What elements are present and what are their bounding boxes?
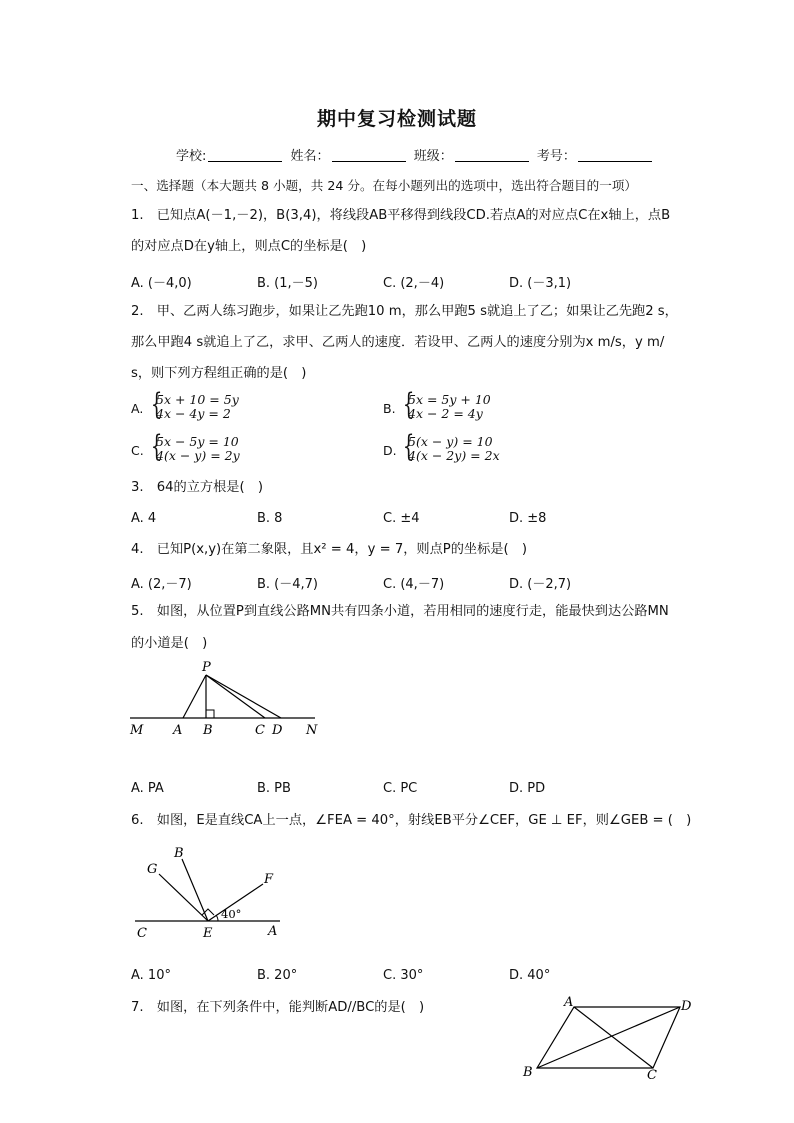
question-5-line-2: 的小道是( ) (131, 636, 208, 651)
figure-q7 (515, 993, 700, 1085)
ray-eb (182, 859, 208, 921)
label-e: E (203, 926, 213, 941)
student-info-row (176, 145, 656, 164)
q2-option-b-label: B. (383, 401, 396, 416)
q2-option-b-eq1: 5x = 5y + 10 (408, 392, 491, 407)
question-4-line-1: 4. 已知P(x,y)在第二象限，且x² = 4，y = 7，则点P的坐标是( ) (131, 542, 527, 557)
q6-option-a[interactable]: A. 10° (131, 968, 171, 983)
label-a: A (564, 995, 574, 1010)
exam-number-label: 考号： (536, 149, 576, 164)
q1-option-b[interactable]: B. (1,－5) (257, 276, 319, 291)
q1-option-a[interactable]: A. (－4,0) (131, 276, 192, 291)
section-heading: 一、选择题（本大题共 8 小题，共 24 分。在每小题列出的选项中，选出符合题目的一项） (131, 178, 638, 193)
label-d: D (681, 999, 692, 1014)
name-label: 姓名： (290, 149, 330, 164)
label-g: G (147, 862, 158, 877)
diagonal-bd (537, 1007, 680, 1068)
question-5-line-1: 5. 如图，从位置P到直线公路MN共有四条小道，若用相同的速度行走，能最快到达公路MN (131, 604, 669, 619)
right-angle-mark (206, 710, 214, 718)
school-label: 学校: (176, 149, 207, 164)
q3-option-c[interactable]: C. ±4 (383, 511, 420, 526)
label-b: B (203, 723, 213, 738)
figure-q5 (125, 657, 325, 742)
school-blank[interactable] (208, 149, 282, 162)
label-f: F (264, 872, 274, 887)
q2-option-d-eq1: 5(x − y) = 10 (408, 434, 493, 449)
exam-number-blank[interactable] (578, 149, 652, 162)
q2-option-c-label: C. (131, 443, 144, 458)
brace-icon: { (150, 387, 163, 422)
class-label: 班级： (413, 149, 453, 164)
label-m: M (130, 723, 144, 738)
name-blank[interactable] (332, 149, 406, 162)
q6-option-c[interactable]: C. 30° (383, 968, 424, 983)
q2-option-a-eq2: 4x − 4y = 2 (156, 406, 231, 421)
path-pa (183, 675, 206, 718)
q4-option-d[interactable]: D. (－2,7) (509, 577, 572, 592)
q2-option-b-eq2: 4x − 2 = 4y (408, 406, 483, 421)
label-b: B (174, 846, 184, 861)
path-pd (206, 675, 281, 718)
q4-option-b[interactable]: B. (－4,7) (257, 577, 319, 592)
label-c: C (255, 723, 265, 738)
question-1-line-2: 的对应点D在y轴上，则点C的坐标是( ) (131, 239, 367, 254)
angle-arc (216, 915, 218, 921)
question-2-line-2: 那么甲跑4 s就追上了乙，求甲、乙两人的速度．若设甲、乙两人的速度分别为x m/s，y m/ (131, 335, 665, 350)
ray-eg (159, 874, 208, 921)
q2-option-d-label: D. (383, 443, 397, 458)
path-pc (206, 675, 265, 718)
question-1-line-1: 1. 已知点A(－1,－2)，B(3,4)，将线段AB平移得到线段CD.若点A的对应点C在x轴上，点B (131, 208, 671, 223)
label-d: D (272, 723, 283, 738)
question-2-line-1: 2. 甲、乙两人练习跑步，如果让乙先跑10 m，那么甲跑5 s就追上了乙；如果让乙先跑2 s， (131, 304, 678, 319)
q5-option-d[interactable]: D. PD (509, 781, 546, 796)
q3-option-d[interactable]: D. ±8 (509, 511, 547, 526)
q5-option-a[interactable]: A. PA (131, 781, 164, 796)
label-angle-40: 40° (221, 907, 242, 921)
question-7-line-1: 7. 如图，在下列条件中，能判断AD//BC的是( ) (131, 1000, 425, 1015)
q4-option-a[interactable]: A. (2,－7) (131, 577, 192, 592)
label-c: C (137, 926, 147, 941)
q4-option-c[interactable]: C. (4,－7) (383, 577, 445, 592)
q2-option-c-eq2: 4(x − y) = 2y (156, 448, 240, 463)
page-title: 期中复习检测试题 (316, 108, 477, 130)
label-a: A (173, 723, 183, 738)
q2-option-c-eq1: 5x − 5y = 10 (156, 434, 239, 449)
q2-option-a-label: A. (131, 401, 144, 416)
figure-q6 (130, 843, 290, 943)
label-c: C (647, 1068, 657, 1083)
class-blank[interactable] (455, 149, 529, 162)
label-n: N (306, 723, 318, 738)
q1-option-d[interactable]: D. (－3,1) (509, 276, 572, 291)
q5-option-b[interactable]: B. PB (257, 781, 291, 796)
label-a: A (268, 924, 278, 939)
brace-icon: { (402, 429, 415, 464)
question-3-line-1: 3. 64的立方根是( ) (131, 480, 263, 495)
q1-option-c[interactable]: C. (2,－4) (383, 276, 445, 291)
q3-option-b[interactable]: B. 8 (257, 511, 283, 526)
brace-icon: { (402, 387, 415, 422)
question-2-line-3: s，则下列方程组正确的是( ) (131, 366, 307, 381)
label-b: B (523, 1065, 533, 1080)
label-p: P (202, 660, 211, 675)
q2-option-a-eq1: 5x + 10 = 5y (156, 392, 239, 407)
question-6-line-1: 6. 如图，E是直线CA上一点，∠FEA = 40°，射线EB平分∠CEF，GE ⊥ EF，则∠GEB = ( ) (131, 813, 692, 828)
q3-option-a[interactable]: A. 4 (131, 511, 157, 526)
q6-option-b[interactable]: B. 20° (257, 968, 298, 983)
q5-option-c[interactable]: C. PC (383, 781, 418, 796)
q6-option-d[interactable]: D. 40° (509, 968, 551, 983)
q2-option-d-eq2: 4(x − 2y) = 2x (408, 448, 500, 463)
diagonal-ac (574, 1007, 653, 1068)
brace-icon: { (150, 429, 163, 464)
